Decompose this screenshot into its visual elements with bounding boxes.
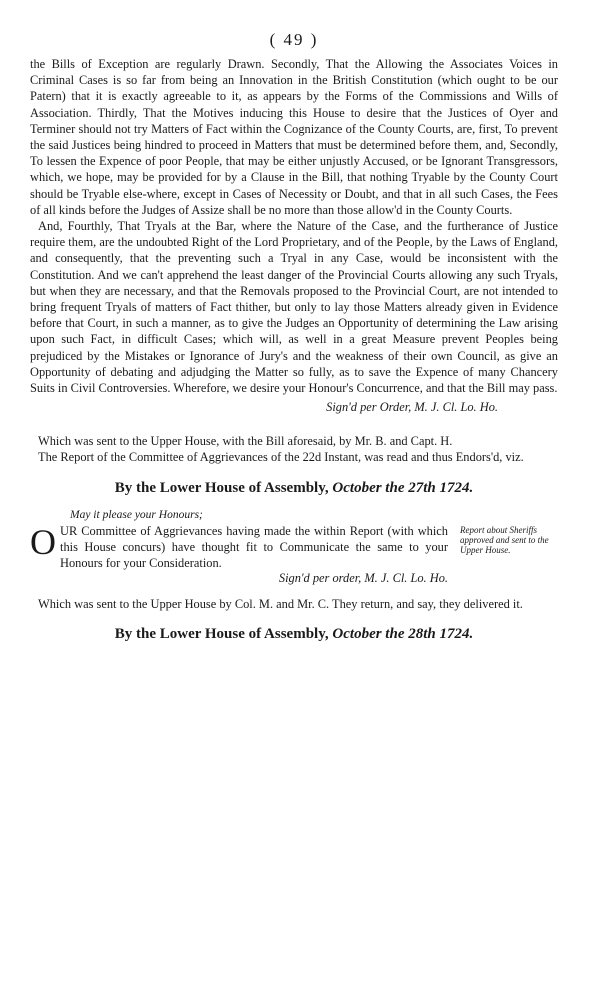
page-number: ( 49 )	[269, 30, 319, 49]
heading-lead-2: By the Lower House of Assembly,	[114, 626, 329, 643]
signature-2: Sign'd per order, M. J. Cl. Lo. Ho.	[278, 571, 448, 586]
heading-date-2: October the 28th 1724.	[332, 626, 474, 643]
report-text: UR Committee of Aggrievances having made the within Report (with which this House concurs) have thought fit to Communicate the same to your Honours for your Consideration.	[60, 523, 448, 571]
margin-note: Report about Sheriffs approved and sent to the Upper House.	[460, 524, 549, 555]
report-block	[30, 523, 558, 572]
heading-oct-28	[30, 626, 558, 643]
heading-lead: By the Lower House of Assembly,	[114, 479, 329, 496]
drop-cap: O	[30, 521, 56, 562]
delivered-note: Which was sent to the Upper House by Col. M. and Mr. C. They return, and say, they delivered it.	[38, 597, 523, 612]
paragraph-2: And, Fourthly, That Tryals at the Bar, where the Nature of the Case, and the furtherance of Justice require them, are the undoubted Right of the Lord Proprietary, and of the People, by the Laws of England, and consequently, that the preventing such a Tryal in any Case, would be inconsistent with the Constitution. And we can't apprehend the least danger of the Provincial Courts allowing any such Tryals, but when they are necessary, and that the Removals proposed to the Provincial Court, are not intended to bring frequent Tryals of matters of Fact thither, but only to lay those Matters already given in Evidence before that Court, in such a manner, as to give the Judges an Opportunity of determining the Law arising upon such Fact, in difficult Cases; which will, as well in a great Measure prevent Peoples being prejudiced by the Mistakes or Ignorance of Jury's and the weakness of their own Council, as give an Opportunity of debating and adjudging the Matter so fully, as to save the Expence of many Chancery Suits in Civil Controversies. Wherefore, we desire your Honour's Concurrence, and that the Bill may pass.	[30, 219, 558, 396]
heading-date: October the 27th 1724.	[332, 479, 474, 496]
paragraph-1: the Bills of Exception are regularly Drawn. Secondly, That the Allowing the Associates Voices in Criminal Cases is so far from being an Innovation in the British Constitution (which ought to be our Patern) that it is exactly agreeable to it, as appears by the Forms of the Commissions and Wills of Association. Thirdly, That the Motives inducing this House to desire that the Justices of Oyer and Terminer should not try Matters of Fact within the Cognizance of the County Courts, are, first, To prevent the said Justices being hindred to proceed in Matters that must be determined before them, and, Secondly, To lessen the Expence of poor People, that may be either unjustly Accused, or be Ignorant Transgressors, which, we hope, may be provided for by a Clause in the Bill, that nothing Tryable by the County Court should be Tryable else-where, except in Cases of Necessity or Doubt, and that in all such Cases, the Fees of all kinds before the Judges of Assize shall be no more than those allow'd in the County Courts.	[30, 57, 558, 217]
sent-note: Which was sent to the Upper House, with the Bill aforesaid, by Mr. B. and Capt. H.	[38, 434, 453, 449]
address-line: May it please your Honours;	[70, 508, 203, 521]
report-note: The Report of the Committee of Aggrievances of the 22d Instant, was read and thus Endors'd, viz.	[38, 450, 524, 465]
heading-oct-27	[30, 480, 558, 497]
signature-1: Sign'd per Order, M. J. Cl. Lo. Ho.	[326, 400, 498, 415]
